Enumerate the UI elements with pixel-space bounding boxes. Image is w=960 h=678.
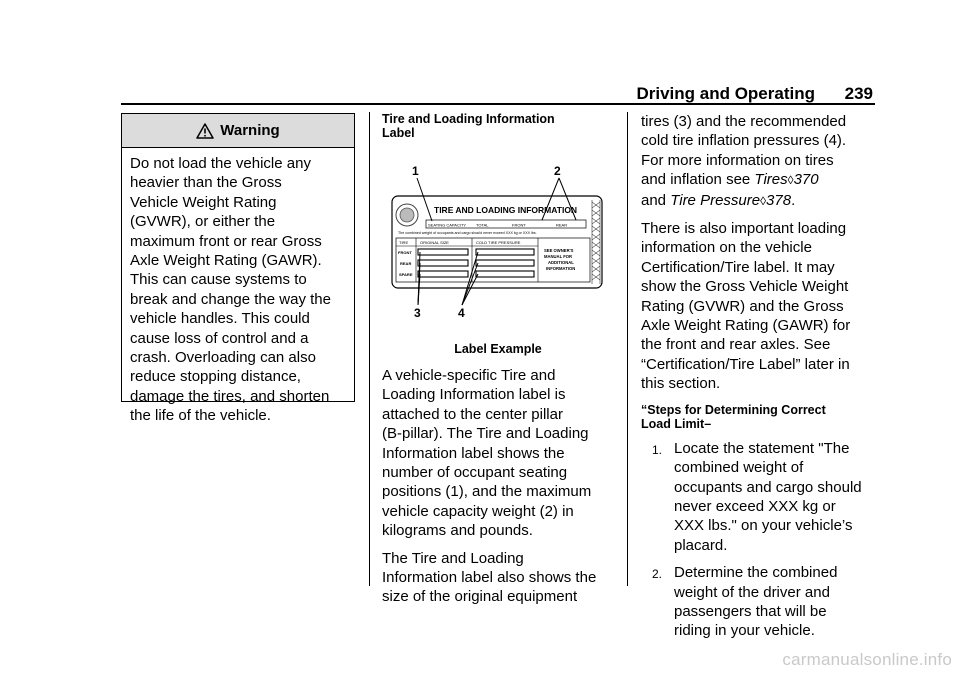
page-ref-icon: ◊	[787, 173, 794, 188]
watermark: carmanualsonline.info	[782, 650, 952, 669]
warning-line: reduce stopping distance,	[130, 368, 301, 386]
combined-weight-text: The combined weight of occupants and cargo should never exceed XXX kg or XXX lbs.	[398, 231, 537, 235]
list-item: 1. Locate the statement "The combined weight of occupants and cargo should never exceed XXX kg or XXX lbs." on your vehicle’s placard.	[652, 439, 862, 554]
svg-text:ORIGINAL SIZE: ORIGINAL SIZE	[420, 240, 449, 245]
callout-3: 3	[414, 306, 421, 318]
column-divider-2	[627, 112, 628, 586]
warning-line: (GVWR), or either the	[130, 213, 276, 231]
svg-text:MANUAL FOR: MANUAL FOR	[544, 254, 573, 259]
svg-text:INFORMATION: INFORMATION	[546, 266, 576, 271]
label-title: TIRE AND LOADING INFORMATION	[434, 205, 578, 215]
svg-text:ADDITIONAL: ADDITIONAL	[548, 260, 574, 265]
svg-text:TOTAL: TOTAL	[476, 222, 489, 228]
warning-line: This can cause systems to	[130, 271, 307, 289]
xref-tire-pressure[interactable]: Tire Pressure	[670, 191, 761, 209]
tire-label-illustration	[390, 158, 610, 318]
xref-tire-pressure-page[interactable]: 378	[766, 191, 792, 209]
svg-text:REAR: REAR	[556, 222, 568, 228]
warning-line: Vehicle Weight Rating	[130, 193, 277, 211]
warning-line: damage the tires, and shorten	[130, 387, 330, 405]
warning-title: Warning	[220, 122, 280, 139]
section-title: Driving and Operating	[636, 84, 815, 103]
svg-text:FRONT: FRONT	[398, 250, 412, 255]
page-ref-icon: ◊	[760, 193, 767, 208]
list-number: 2.	[652, 567, 663, 582]
paragraph: There is also important loading information on the vehicle Certification/Tire label. It may show the Gross Vehicle Weight Rating (GVWR) and the Gross Axle Weight Rating (GAWR) for the front and rear axles. See “Certification/Tire Label” later in this section.	[641, 220, 851, 393]
warning-line: break and change the way the	[130, 290, 331, 308]
warning-header	[122, 114, 354, 148]
list-number: 1.	[652, 442, 663, 457]
header-rule	[121, 103, 875, 105]
column-divider-1	[369, 112, 370, 586]
warning-box	[121, 113, 355, 425]
xref-tires-page[interactable]: 370	[793, 171, 819, 189]
warning-line: maximum front or rear Gross	[130, 232, 322, 250]
figure-caption: Label Example	[454, 342, 542, 356]
callout-4: 4	[458, 306, 465, 318]
figure-heading: Tire and Loading Information Label	[382, 112, 555, 140]
warning-triangle-icon	[196, 123, 214, 139]
svg-text:SEATING CAPACITY: SEATING CAPACITY	[428, 222, 467, 228]
warning-line: crash. Overloading can also	[130, 349, 316, 367]
list-item: 2. Determine the combined weight of the driver and passengers that will be riding in your vehicle.	[652, 564, 838, 640]
warning-line: cause loss of control and a	[130, 329, 309, 347]
callout-1: 1	[412, 164, 419, 178]
page-header	[121, 84, 875, 104]
paragraph: tires (3) and the recommended cold tire inflation pressures (4). For more information on tires and inflation see Tires◊370 and Tire Pressure◊378.	[641, 113, 847, 209]
column-2-text	[382, 366, 622, 607]
paragraph: A vehicle-specific Tire and Loading Information label is attached to the center pillar (B-pillar). The Tire and Loading Information label shows the number of occupant seating positions (1), and the maximum vehicle capacity weight (2) in kilograms and pounds.	[382, 367, 592, 540]
column-3	[641, 112, 881, 641]
warning-line: the life of the vehicle.	[130, 407, 271, 425]
column-2	[382, 112, 622, 140]
steps-heading: “Steps for Determining Correct Load Limit–	[641, 402, 826, 431]
warning-line: Axle Weight Rating (GAWR).	[130, 252, 322, 270]
svg-text:REAR: REAR	[400, 261, 412, 266]
xref-tires[interactable]: Tires	[754, 171, 788, 189]
svg-text:TIRE: TIRE	[399, 240, 409, 245]
warning-text	[122, 148, 354, 426]
svg-text:SPARE: SPARE	[399, 272, 413, 277]
warning-line: Do not load the vehicle any	[130, 155, 311, 172]
page-number: 239	[844, 84, 873, 103]
callout-2: 2	[554, 164, 561, 178]
paragraph: The Tire and Loading Information label also shows the size of the original equipment	[382, 549, 597, 606]
svg-text:COLD TIRE PRESSURE: COLD TIRE PRESSURE	[476, 240, 521, 245]
warning-line: heavier than the Gross	[130, 174, 282, 192]
warning-line: vehicle handles. This could	[130, 310, 310, 328]
svg-text:SEE OWNER'S: SEE OWNER'S	[544, 248, 574, 253]
svg-text:FRONT: FRONT	[512, 222, 526, 228]
